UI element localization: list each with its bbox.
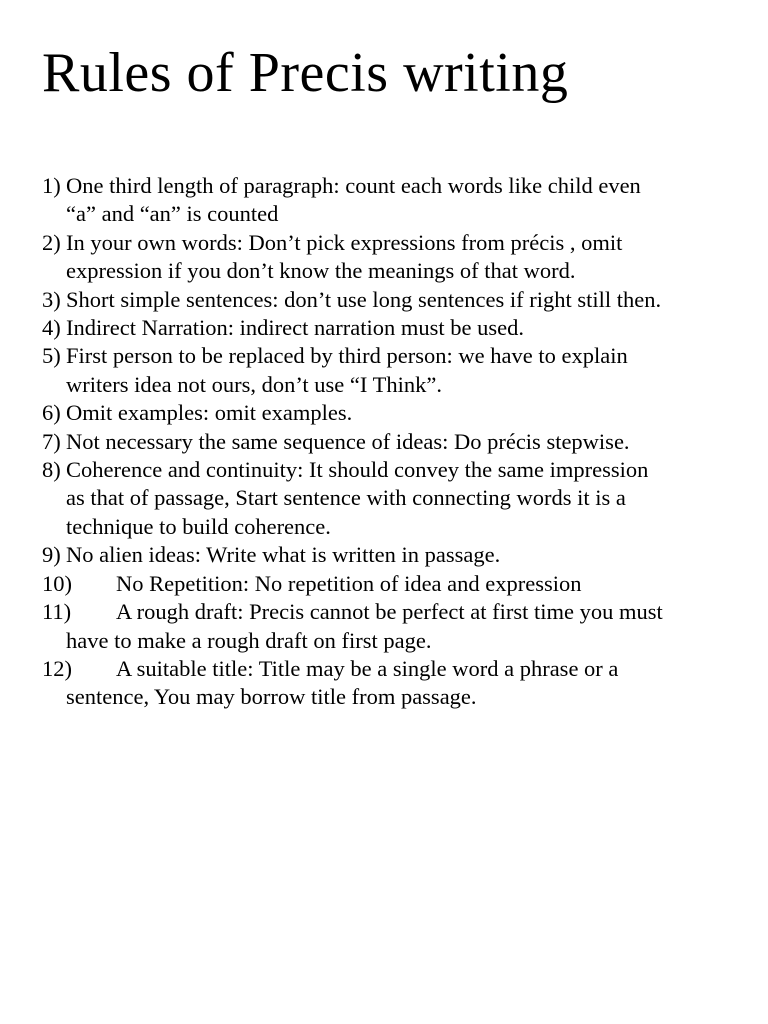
rule-number: 2) — [42, 229, 61, 255]
list-item — [42, 428, 668, 456]
rule-text: A suitable title: Title may be a single word a phrase or a sentence, You may borrow title from passage. — [66, 655, 619, 710]
list-item — [42, 314, 668, 342]
list-item — [42, 598, 668, 655]
list-item — [42, 342, 668, 399]
rule-number: 9) — [42, 542, 61, 568]
list-item — [42, 286, 668, 314]
rule-text: In your own words: Don’t pick expressions from précis , omit expression if you don’t know the meanings of that word. — [66, 229, 623, 284]
rule-text: Omit examples: omit examples. — [66, 400, 353, 426]
rule-number: 7) — [42, 428, 61, 454]
list-item — [42, 541, 668, 569]
list-item — [42, 172, 668, 229]
rule-number: 6) — [42, 400, 61, 426]
rule-number: 1) — [42, 173, 61, 198]
rule-text: Indirect Narration: indirect narration must be used. — [66, 315, 524, 341]
rule-number: 12) — [42, 655, 72, 681]
rule-number: 11) — [42, 599, 72, 625]
page-title: Rules of Precis writing — [42, 42, 569, 104]
rule-number: 3) — [42, 286, 61, 312]
rule-text: One third length of paragraph: count each words like child even “a” and “an” is counted — [66, 173, 641, 227]
list-item — [42, 399, 668, 427]
rule-number: 10) — [42, 570, 72, 596]
rule-number: 4) — [42, 315, 61, 341]
list-item — [42, 655, 668, 712]
list-item — [42, 570, 668, 598]
rule-text: No alien ideas: Write what is written in passage. — [66, 542, 501, 568]
rule-number: 5) — [42, 343, 61, 369]
rule-text: Coherence and continuity: It should convey the same impression as that of passage, Start sentence with connecting words it is a technique to build coherence. — [66, 457, 649, 539]
rule-text: First person to be replaced by third person: we have to explain writers idea not ours, don’t use “I Think”. — [66, 343, 628, 397]
rule-text: Not necessary the same sequence of ideas: Do précis stepwise. — [66, 428, 630, 454]
rule-text: Short simple sentences: don’t use long sentences if right still then. — [66, 286, 662, 312]
rule-number: 8) — [42, 457, 61, 483]
list-item — [42, 456, 668, 541]
rule-text: No Repetition: No repetition of idea and expression — [116, 570, 582, 596]
rules-list — [42, 172, 668, 712]
rule-text: A rough draft: Precis cannot be perfect at first time you must have to make a rough draft on first page. — [66, 599, 663, 653]
list-item — [42, 229, 668, 286]
